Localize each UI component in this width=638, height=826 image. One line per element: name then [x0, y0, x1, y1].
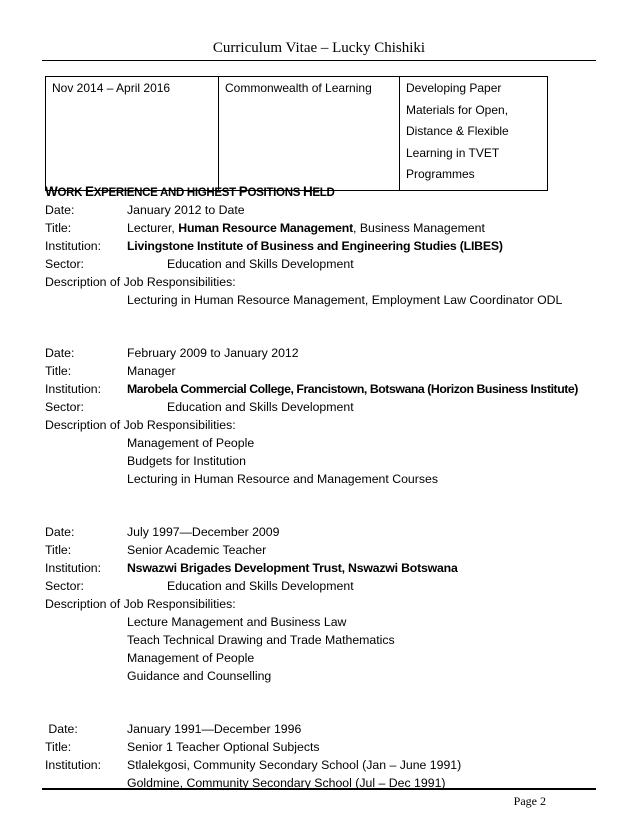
institution-label: Institution: [45, 758, 102, 772]
job-institution-row [45, 559, 605, 577]
responsibility-item: Management of People [127, 651, 255, 665]
job-title: Senior Academic Teacher [127, 543, 267, 557]
training-organisation: Commonwealth of Learning [219, 77, 400, 191]
footer-divider [42, 788, 596, 790]
job-date-row [45, 201, 605, 219]
section-title [45, 184, 335, 199]
job-sector-row [45, 255, 605, 273]
page-header-title: Curriculum Vitae – Lucky Chishiki [212, 40, 426, 56]
responsibility-item: Lecturing in Human Resource Management, Employment Law Coordinator ODL [127, 293, 563, 307]
page-number: Page 2 [513, 794, 546, 808]
title-part: XPERIENCE AND HIGHEST [93, 187, 239, 199]
title-part: ELD [312, 187, 335, 199]
job-title-row [45, 219, 605, 237]
job-date: January 2012 to Date [127, 203, 245, 217]
responsibility-item: Lecture Management and Business Law [127, 615, 347, 629]
responsibility-item: Guidance and Counselling [127, 669, 272, 683]
date-label: Date: [45, 525, 75, 539]
training-date: Nov 2014 – April 2016 [46, 77, 219, 191]
job-title-bold: Human Resource Management [178, 221, 353, 235]
job-date-row [45, 720, 605, 738]
job-title-row [45, 362, 605, 380]
course-line: Materials for Open, [406, 102, 509, 117]
job-title-row [45, 541, 605, 559]
job-sector-row [45, 577, 605, 595]
job-date-row [45, 344, 605, 362]
institution-label: Institution: [45, 382, 102, 396]
title-part: ORK [57, 187, 86, 199]
job-sector: Education and Skills Development [167, 579, 354, 593]
sector-label: Sector: [45, 257, 84, 271]
title-label: Title: [45, 221, 72, 235]
sector-label: Sector: [45, 400, 84, 414]
title-label: Title: [45, 740, 72, 754]
course-line: Developing Paper [406, 81, 502, 95]
training-table [45, 76, 548, 191]
job-title: Senior 1 Teacher Optional Subjects [127, 740, 320, 754]
job-date: February 2009 to January 2012 [127, 346, 299, 360]
job-entry [45, 720, 605, 792]
job-title: Manager [127, 364, 176, 378]
job-institution: Nswazwi Brigades Development Trust, Nswazwi Botswana [127, 561, 458, 575]
responsibility-item: Management of People [127, 436, 255, 450]
job-institution: Marobela Commercial College, Francistown, Botswana (Horizon Business Institute) [127, 382, 578, 396]
course-line: Programmes [406, 167, 475, 181]
table-row [46, 77, 548, 191]
responsibility-item: Lecturing in Human Resource and Management Courses [127, 472, 439, 486]
course-line: Learning in TVET [406, 145, 500, 160]
work-experience-list [45, 201, 605, 792]
responsibility-item: Teach Technical Drawing and Trade Mathematics [127, 633, 395, 647]
job-sector: Education and Skills Development [167, 257, 354, 271]
job-date: July 1997—December 2009 [127, 525, 280, 539]
title-cap: P [238, 184, 248, 199]
job-title-pre: Lecturer, [127, 221, 179, 235]
job-entry [45, 344, 605, 488]
job-institution: Livingstone Institute of Business and Engineering Studies (LIBES) [127, 239, 503, 253]
job-date: January 1991—December 1996 [127, 722, 302, 736]
title-part: OSITIONS [247, 187, 303, 199]
title-cap: H [302, 184, 313, 199]
job-entry [45, 523, 605, 685]
job-institution: Stlalekgosi, Community Secondary School (Jan – June 1991) [127, 758, 462, 772]
job-desc-label: Description of Job Responsibilities: [45, 275, 236, 289]
course-line: Distance & Flexible [406, 124, 509, 138]
job-desc-label: Description of Job Responsibilities: [45, 597, 236, 611]
title-label: Title: [45, 364, 72, 378]
title-label: Title: [45, 543, 72, 557]
job-title-post: , Business Management [352, 221, 485, 235]
job-sector: Education and Skills Development [167, 400, 354, 414]
job-title-row [45, 738, 605, 756]
title-cap: W [45, 184, 58, 199]
institution-label: Institution: [45, 561, 102, 575]
date-label: Date: [45, 346, 75, 360]
responsibility-item: Budgets for Institution [127, 454, 246, 468]
sector-label: Sector: [45, 579, 84, 593]
date-label: Date: [45, 722, 78, 736]
job-institution-row [45, 756, 605, 774]
job-institution-row [45, 237, 605, 255]
job-sector-row [45, 398, 605, 416]
institution-label: Institution: [45, 239, 102, 253]
date-label: Date: [45, 203, 75, 217]
training-course [400, 77, 548, 191]
job-desc-label: Description of Job Responsibilities: [45, 418, 236, 432]
job-institution-row [45, 380, 605, 398]
job-institution-2: Goldmine, Community Secondary School (Jul – Dec 1991) [127, 776, 446, 790]
job-date-row [45, 523, 605, 541]
header-divider [42, 60, 596, 61]
job-entry [45, 201, 605, 309]
title-cap: E [85, 184, 94, 199]
